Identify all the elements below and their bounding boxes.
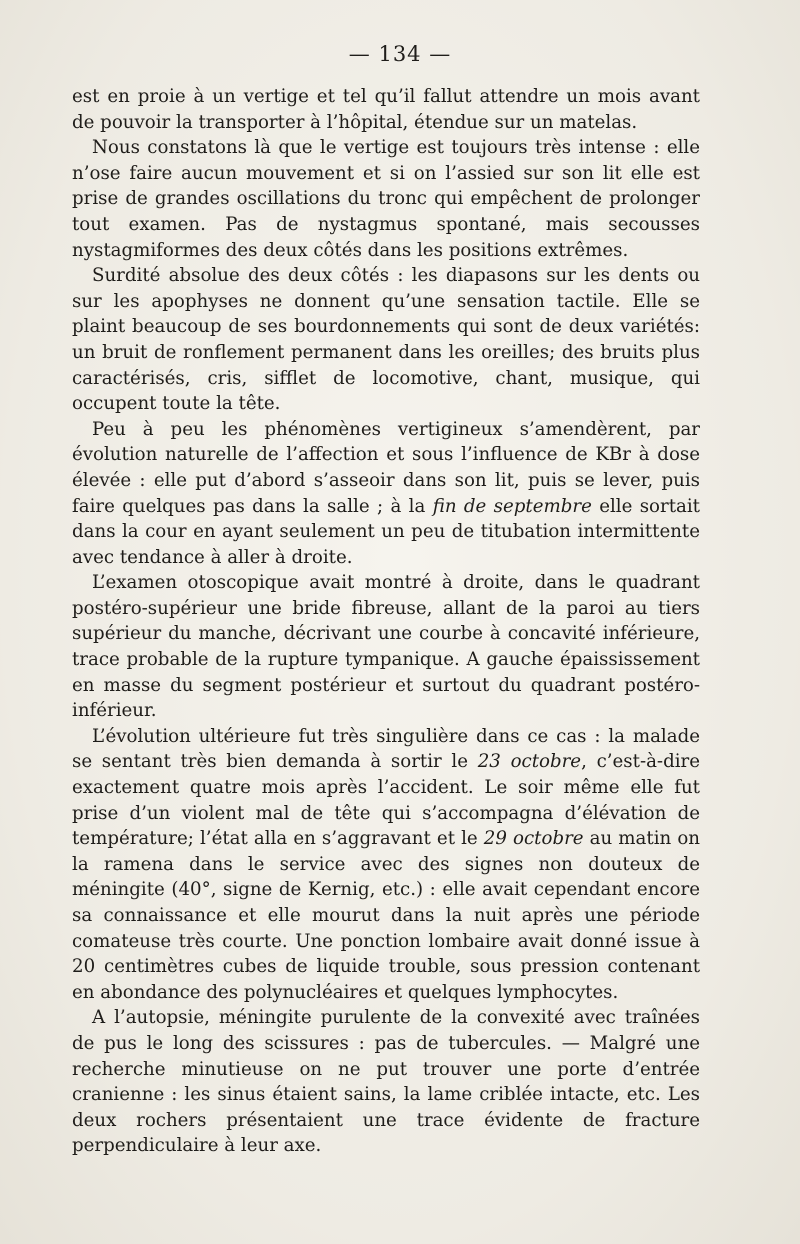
text-run: elle sortait dans la cour en ayant seulement un peu de titubation intermittente avec tendance à aller à droite. — [72, 495, 700, 568]
paragraph — [72, 1005, 700, 1159]
paragraph — [72, 417, 700, 571]
paragraph — [72, 84, 700, 135]
italic-date: 23 octobre — [477, 751, 582, 773]
text-run: A l’autopsie, méningite purulente de la convexité avec traînées de pus le long des scissures : pas de tubercules. — Malgré une recherche minutieuse on ne put trouver une porte d’entrée cranienne : les sinus étaient sains, la lame criblée intacte, etc. Les deux rochers présentaient une trace évidente de fracture perpendiculaire à leur axe. — [72, 1007, 700, 1157]
paragraph — [72, 263, 700, 417]
text-run: Surdité absolue des deux côtés : les diapasons sur les dents ou sur les apophyses ne donnent qu’une sensation tactile. Elle se plaint beaucoup de ses bourdonnements qui sont de deux variétés: un bruit de ronflement permanent dans les oreilles; des bruits plus caractérisés, cris, sifflet de locomotive, chant, musique, qui occupent toute la tête. — [72, 265, 700, 415]
text-run: est en proie à un vertige et tel qu’il fallut attendre un mois avant de pouvoir la transporter à l’hôpital, étendue sur un matelas. — [72, 86, 700, 133]
paragraph — [72, 724, 700, 1006]
text-run: , c’est-à-dire exactement quatre mois après l’accident. Le soir même elle fut prise d’un violent mal de tête qui s’accompagna d’élévation de température; l’état alla en s’aggravant et le — [72, 751, 700, 850]
text-run: L’évolution ultérieure fut très singulière dans ce cas : la malade se sentant très bien demanda à sortir le — [72, 725, 700, 773]
text-run: L’examen otoscopique avait montré à droite, dans le quadrant postéro-supérieur une bride fibreuse, allant de la paroi au tiers supérieur du manche, décrivant une courbe à concavité inférieure, trace probable de la rupture tympanique. A gauche épaississement en masse du segment postérieur et surtout du quadrant postéro-inférieur. — [72, 572, 700, 722]
italic-date: fin de septembre — [432, 495, 592, 517]
body-text — [72, 84, 700, 1159]
text-run: au matin on la ramena dans le service avec des signes non douteux de méningite (40°, signe de Kernig, etc.) : elle avait cependant encore sa connaissance et elle mourut dans la nuit après une période comateuse très courte. Une ponction lombaire avait donné issue à 20 centimètres cubes de liquide trouble, sous pression contenant en abondance des polynucléaires et quelques lymphocytes. — [72, 828, 701, 1003]
italic-date: 29 octobre — [483, 828, 584, 850]
paragraph — [72, 570, 700, 724]
text-run: Peu à peu les phénomènes vertigineux s’amendèrent, par évolution naturelle de l’affection et sous l’influence de KBr à dose élevée : elle put d’abord s’asseoir dans son lit, puis se lever, puis faire quelques pas dans la salle ; à la — [72, 418, 700, 517]
paragraph — [72, 135, 700, 263]
text-run: Nous constatons là que le vertige est toujours très intense : elle n’ose faire aucun mouvement et si on l’assied sur son lit elle est prise de grandes oscillations du tronc qui empêchent de prolonger tout examen. Pas de nystagmus spontané, mais secousses nystagmiformes des deux côtés dans les positions extrêmes. — [72, 137, 700, 261]
page-number: — 134 — — [348, 42, 452, 66]
